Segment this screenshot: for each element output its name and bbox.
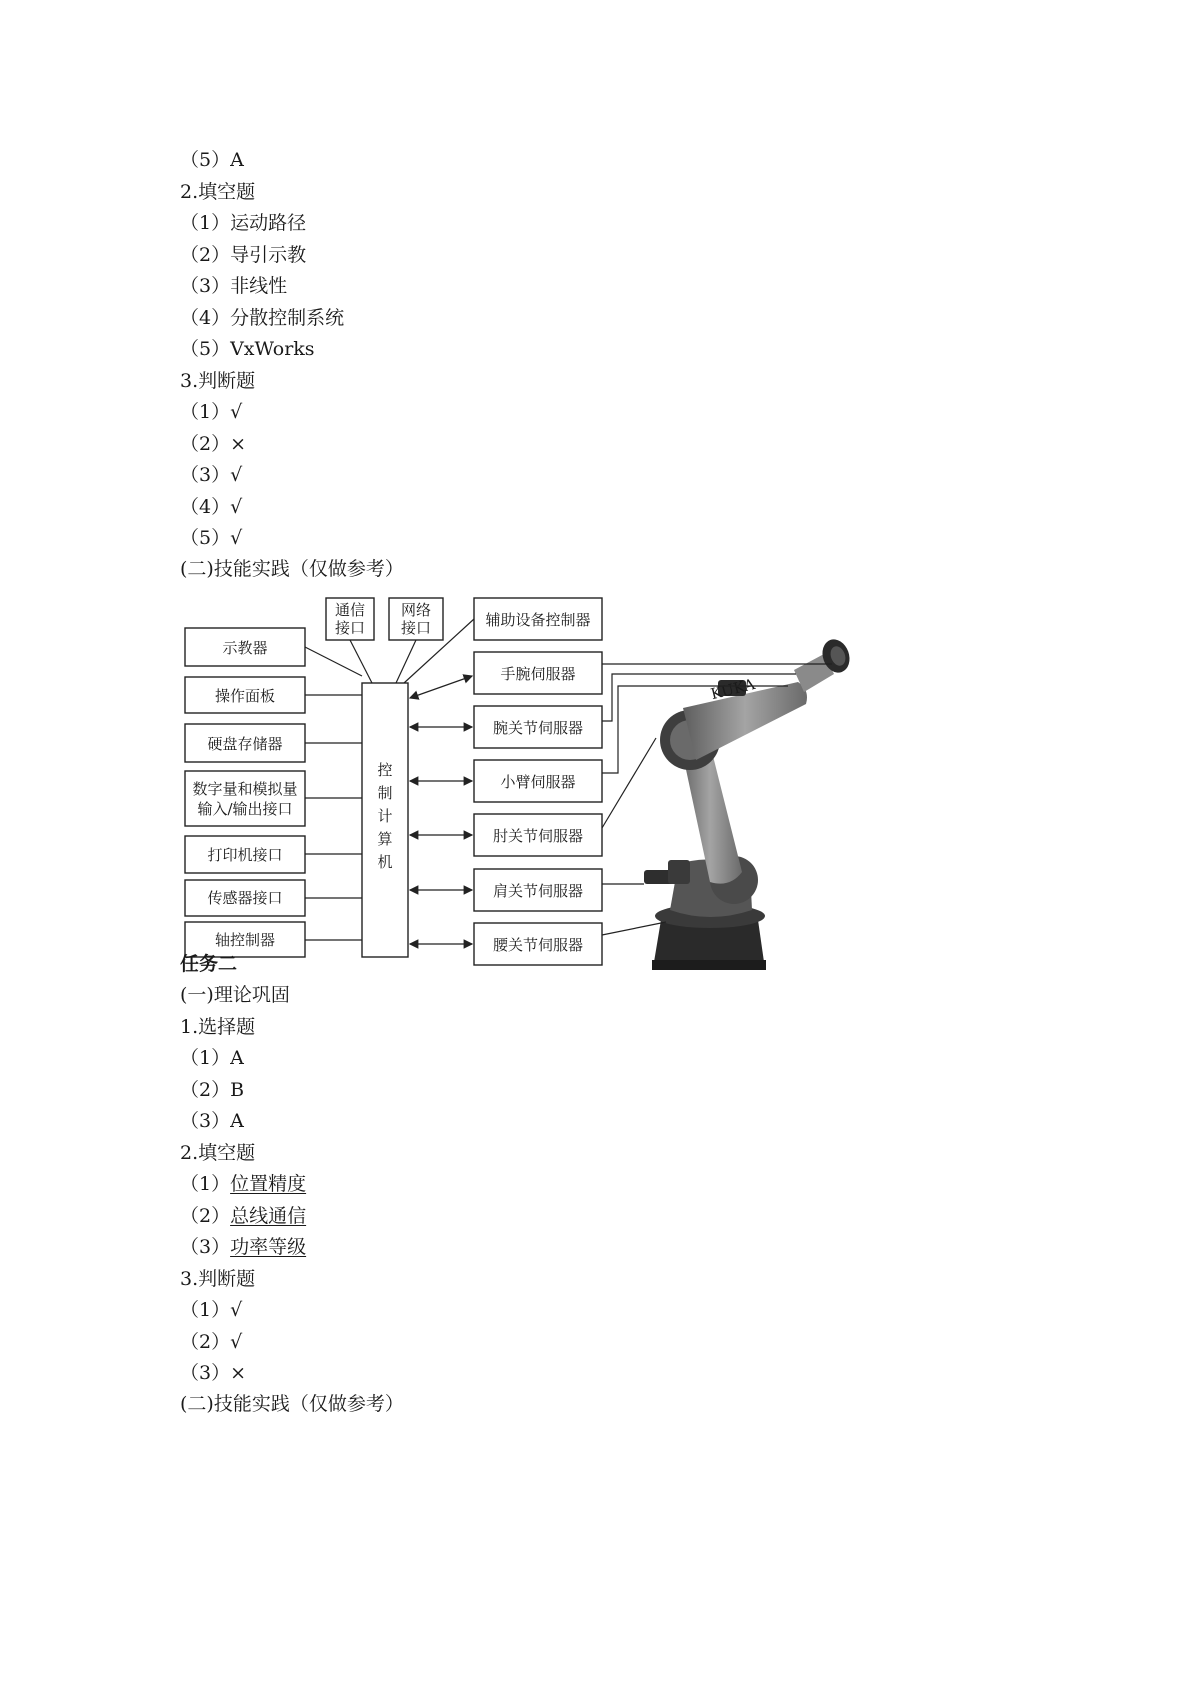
left-module bbox=[185, 628, 305, 666]
task-heading: 任务二 bbox=[180, 953, 238, 975]
control-computer bbox=[362, 683, 408, 957]
section-heading: (一)理论巩固 bbox=[180, 984, 290, 1006]
module-label: 输入/输出接口 bbox=[197, 800, 293, 818]
right-module bbox=[474, 706, 602, 748]
answer-line: （1）A bbox=[180, 1047, 244, 1069]
answer-line: （2）导引示教 bbox=[180, 244, 307, 266]
answer-line: （3）非线性 bbox=[180, 275, 288, 297]
module-label: 接口 bbox=[400, 619, 432, 637]
answer-line: （1）运动路径 bbox=[180, 212, 307, 234]
answer-prefix: （2） bbox=[180, 1205, 231, 1227]
module-label: 示教器 bbox=[222, 639, 268, 657]
section-heading: 3.判断题 bbox=[180, 1268, 256, 1290]
right-module bbox=[474, 923, 602, 965]
underlined-answer: 位置精度 bbox=[230, 1173, 307, 1195]
answer-line bbox=[180, 1235, 306, 1259]
right-module bbox=[474, 814, 602, 856]
left-module bbox=[185, 836, 305, 873]
answer-line: （3）√ bbox=[180, 464, 243, 486]
module-label: 肩关节伺服器 bbox=[492, 882, 584, 900]
left-module bbox=[185, 724, 305, 762]
right-module bbox=[474, 869, 602, 911]
module-label: 小臂伺服器 bbox=[500, 773, 576, 791]
answer-line bbox=[180, 1204, 306, 1228]
answer-line: （2）√ bbox=[180, 1331, 243, 1353]
left-module bbox=[185, 771, 305, 826]
answer-line: （1）√ bbox=[180, 1299, 243, 1321]
controller-label: 机 bbox=[377, 853, 393, 871]
controller-label: 算 bbox=[377, 830, 393, 848]
answer-line: （4）√ bbox=[180, 496, 243, 518]
module-label: 轴控制器 bbox=[214, 931, 276, 949]
answer-line: （4）分散控制系统 bbox=[180, 307, 345, 329]
answer-prefix: （1） bbox=[180, 1173, 231, 1195]
controller-label: 计 bbox=[377, 807, 393, 825]
answer-line: （2）B bbox=[180, 1079, 245, 1101]
robot-control-system-diagram bbox=[178, 590, 878, 980]
left-module bbox=[185, 677, 305, 713]
module-label: 传感器接口 bbox=[207, 889, 283, 907]
module-label: 操作面板 bbox=[214, 687, 276, 705]
right-module bbox=[474, 760, 602, 802]
answer-line: （5）VxWorks bbox=[180, 338, 315, 360]
top-module bbox=[389, 598, 443, 640]
section-heading: 1.选择题 bbox=[180, 1016, 256, 1038]
module-label: 腰关节伺服器 bbox=[492, 936, 584, 954]
right-module bbox=[474, 598, 602, 640]
module-label: 腕关节伺服器 bbox=[492, 719, 584, 737]
answer-prefix: （3） bbox=[180, 1236, 231, 1258]
answer-line bbox=[180, 1172, 306, 1196]
answer-line: （2）× bbox=[180, 433, 247, 455]
section-heading: 3.判断题 bbox=[180, 370, 256, 392]
module-label: 辅助设备控制器 bbox=[485, 611, 591, 629]
section-heading: (二)技能实践（仅做参考） bbox=[180, 558, 404, 580]
answer-line: （3）× bbox=[180, 1362, 247, 1384]
robot-logo: KUKA bbox=[708, 675, 757, 704]
module-label: 硬盘存储器 bbox=[207, 735, 283, 753]
section-heading: 2.填空题 bbox=[180, 181, 256, 203]
top-module bbox=[326, 598, 374, 640]
answer-line: （5）√ bbox=[180, 527, 243, 549]
right-connectors bbox=[410, 676, 472, 944]
underlined-answer: 功率等级 bbox=[230, 1236, 307, 1258]
left-connectors bbox=[305, 647, 362, 940]
section-heading: 2.填空题 bbox=[180, 1142, 256, 1164]
module-label: 手腕伺服器 bbox=[500, 665, 576, 683]
module-label: 网络 bbox=[400, 601, 432, 619]
answer-line: （1）√ bbox=[180, 401, 243, 423]
controller-label: 制 bbox=[377, 784, 393, 802]
answer-line: （5）A bbox=[180, 149, 244, 171]
left-module bbox=[185, 880, 305, 916]
module-label: 通信 bbox=[334, 601, 366, 619]
answer-line: （3）A bbox=[180, 1110, 244, 1132]
controller-label: 控 bbox=[377, 761, 393, 779]
module-label: 接口 bbox=[334, 619, 366, 637]
module-label: 肘关节伺服器 bbox=[492, 827, 584, 845]
module-label: 打印机接口 bbox=[207, 846, 283, 864]
section-heading: (二)技能实践（仅做参考） bbox=[180, 1393, 404, 1415]
underlined-answer: 总线通信 bbox=[230, 1205, 307, 1227]
right-module bbox=[474, 652, 602, 694]
module-label: 数字量和模拟量 bbox=[192, 780, 298, 798]
